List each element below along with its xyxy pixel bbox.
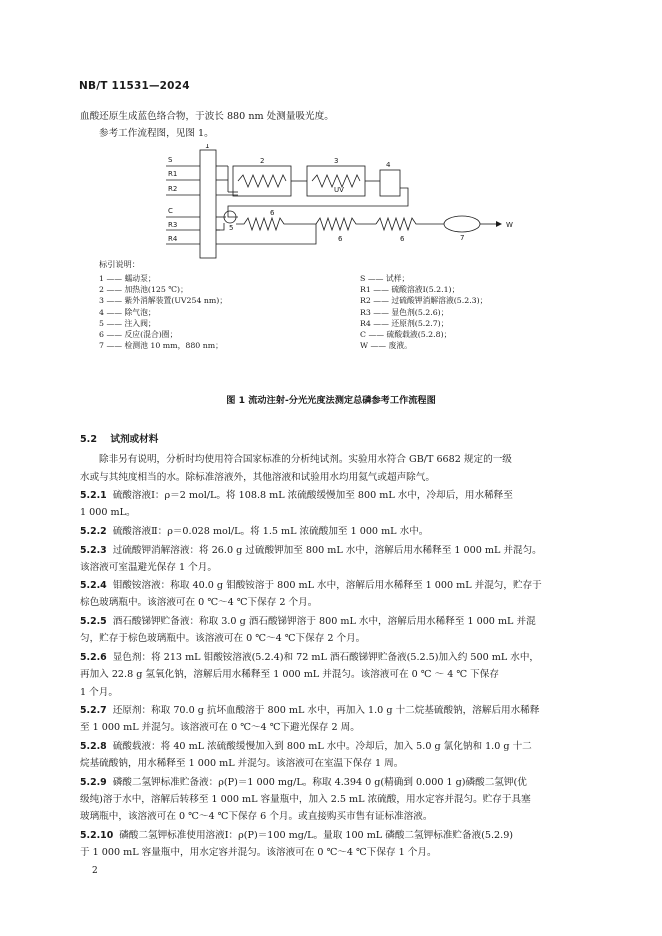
item-line: 烷基硫酸钠，用水稀释至 1 000 mL 并混匀。该溶液可在室温下保存 1 周。: [80, 758, 404, 769]
legend-entry: 6 —— 反应(混合)圈；: [99, 329, 178, 339]
item-line: 硫酸载液：将 40 mL 浓硫酸缓慢加入到 800 mL 水中。冷却后，加入 5.0 g 氯化钠和 1.0 g 十二: [112, 741, 532, 752]
item-number: 5.2.2: [80, 526, 107, 537]
legend-entry: R3 —— 显色剂(5.2.6)；: [360, 307, 449, 317]
figure-caption: 图 1 流动注射-分光光度法测定总磷参考工作流程图: [226, 395, 436, 406]
line-label: R2: [168, 185, 178, 193]
legend-title: 标引说明：: [99, 259, 140, 269]
legend-entry: 3 —— 紫外消解装置(UV254 nm)；: [99, 296, 228, 306]
heater-box: [233, 166, 291, 196]
item-number: 5.2.4: [80, 580, 107, 591]
page-number: 2: [92, 866, 98, 876]
legend-entry: S —— 试样；: [360, 274, 410, 283]
item-number: 5.2.5: [80, 616, 107, 627]
legend-entry: 1 —— 蠕动泵；: [99, 274, 156, 283]
intro-line: 血酸还原生成蓝色络合物，于波长 880 nm 处测量吸光度。: [80, 111, 334, 122]
item-line: 磷酸二氢钾标准使用溶液Ⅰ：ρ(P)＝100 mg/L。量取 100 mL 磷酸二氢钾标准贮备液(5.2.9): [119, 830, 514, 841]
flow-diagram-svg: [166, 144, 526, 259]
item-line: 显色剂：将 213 mL 钼酸铵溶液(5.2.4)和 72 mL 酒石酸锑钾贮备液(5.2.5)加入约 500 mL 水中，: [112, 652, 540, 663]
legend-right: [360, 273, 487, 351]
component-number: 2: [260, 157, 265, 165]
flow-diagram: [166, 144, 526, 259]
component-number: 6: [400, 235, 405, 243]
item-line: 该溶液可室温避光保存 1 个月。: [80, 562, 217, 573]
item-line: 级纯)溶于水中，溶解后转移至 1 000 mL 容量瓶中，加入 2.5 mL 浓硫酸，用水定容并混匀。贮存于具塞: [80, 794, 531, 805]
item-line: 玻璃瓶中，该溶液可在 0 ℃～4 ℃下保存 6 个月。或直接购买市售有证标准溶液。: [80, 811, 433, 822]
item-line: 硫酸溶液Ⅱ：ρ＝0.028 mol/L。将 1.5 mL 浓硫酸加至 1 000 mL 水中。: [112, 526, 429, 537]
component-number: 6: [338, 235, 343, 243]
detector-cell: [444, 216, 480, 232]
legend-entry: C —— 硫酸载液(5.2.8)；: [360, 329, 452, 339]
line-label: C: [168, 207, 173, 215]
pump-box: [200, 150, 216, 258]
item-line: 钼酸铵溶液：称取 40.0 g 钼酸铵溶于 800 mL 水中，溶解后用水稀释至 1 000 mL 并混匀，贮存于: [112, 580, 542, 591]
item-line: 磷酸二氢钾标准贮备液：ρ(P)＝1 000 mg/L。称取 4.394 0 g(精确到 0.000 1 g)磷酸二氢钾(优: [112, 777, 527, 788]
component-number: 5: [229, 224, 234, 232]
degas-box: [380, 170, 400, 196]
item-line: 硫酸溶液Ⅰ：ρ＝2 mol/L。将 108.8 mL 浓硫酸缓慢加至 800 mL 水中，冷却后，用水稀释至: [112, 490, 513, 501]
legend-left: [99, 273, 227, 351]
section-heading: [80, 431, 158, 445]
item-line: 棕色玻璃瓶中。该溶液可在 0 ℃～4 ℃下保存 2 个月。: [80, 597, 318, 608]
legend-entry: W —— 废液。: [360, 341, 412, 351]
item-line: 于 1 000 mL 容量瓶中，用水定容并混匀。该溶液可在 0 ℃～4 ℃下保存 1 个月。: [80, 847, 437, 858]
line-label: S: [168, 156, 173, 164]
line-label: R3: [168, 221, 178, 229]
component-number: 4: [386, 161, 391, 169]
legend-entry: 4 —— 除气泡；: [99, 307, 156, 317]
standard-number-header: NB/T 11531—2024: [79, 80, 190, 92]
item-line: 过硫酸钾消解溶液：将 26.0 g 过硫酸钾加至 800 mL 水中，溶解后用水稀释至 1 000 mL 并混匀。: [112, 545, 542, 556]
legend-entry: 7 —— 检测池 10 mm，880 nm；: [99, 341, 223, 351]
section-number: 5.2: [80, 434, 97, 445]
section-title: 试剂或材料: [110, 434, 159, 445]
item-number: 5.2.10: [80, 830, 114, 841]
item-line: 1 000 mL。: [80, 507, 136, 518]
waste-label: W: [506, 221, 513, 229]
item-number: 5.2.3: [80, 545, 107, 556]
item-number: 5.2.9: [80, 777, 107, 788]
component-number: 7: [460, 234, 465, 242]
intro-line: 参考工作流程图，见图 1。: [99, 128, 214, 139]
item-line: 1 个月。: [80, 687, 118, 698]
legend-entry: 5 —— 注入阀；: [99, 318, 156, 328]
body-line: 除非另有说明，分析时均使用符合国家标准的分析纯试剂。实验用水符合 GB/T 6682 规定的一级: [99, 454, 512, 465]
component-number: 1: [205, 144, 210, 150]
item-number: 5.2.1: [80, 490, 107, 501]
item-line: 匀，贮存于棕色玻璃瓶中。该溶液可在 0 ℃～4 ℃下保存 2 个月。: [80, 633, 366, 644]
item-number: 5.2.8: [80, 741, 107, 752]
item-line: 再加入 22.8 g 氢氧化钠，溶解后用水稀释至 1 000 mL 并混匀。该溶液可在 0 ℃ ～ 4 ℃ 下保存: [80, 669, 499, 680]
component-number: 3: [334, 157, 339, 165]
body-line: 水或与其纯度相当的水。除标准溶液外，其他溶液和试验用水均用氦气或超声除气。: [80, 472, 435, 483]
uv-label: UV: [334, 186, 344, 194]
item-number: 5.2.7: [80, 705, 107, 716]
legend-entry: R4 —— 还原剂(5.2.7)；: [360, 318, 449, 328]
item-line: 还原剂：称取 70.0 g 抗坏血酸溶于 800 mL 水中，再加入 1.0 g 十二烷基硫酸钠，溶解后用水稀释: [112, 705, 540, 716]
legend-entry: R1 —— 硫酸溶液Ⅰ(5.2.1)；: [360, 285, 460, 295]
component-number: 6: [270, 209, 275, 217]
line-label: R4: [168, 235, 178, 243]
line-label: R1: [168, 170, 178, 178]
legend-entry: R2 —— 过硫酸钾消解溶液(5.2.3)；: [360, 296, 488, 306]
item-line: 至 1 000 mL 并混匀。该溶液可在 0 ℃～4 ℃下避光保存 2 周。: [80, 722, 360, 733]
item-line: 酒石酸锑钾贮备液：称取 3.0 g 酒石酸锑钾溶于 800 mL 水中，溶解后用水稀释至 1 000 mL 并混: [112, 616, 536, 627]
item-number: 5.2.6: [80, 652, 107, 663]
legend-entry: 2 —— 加热池(125 ℃)；: [99, 285, 188, 295]
